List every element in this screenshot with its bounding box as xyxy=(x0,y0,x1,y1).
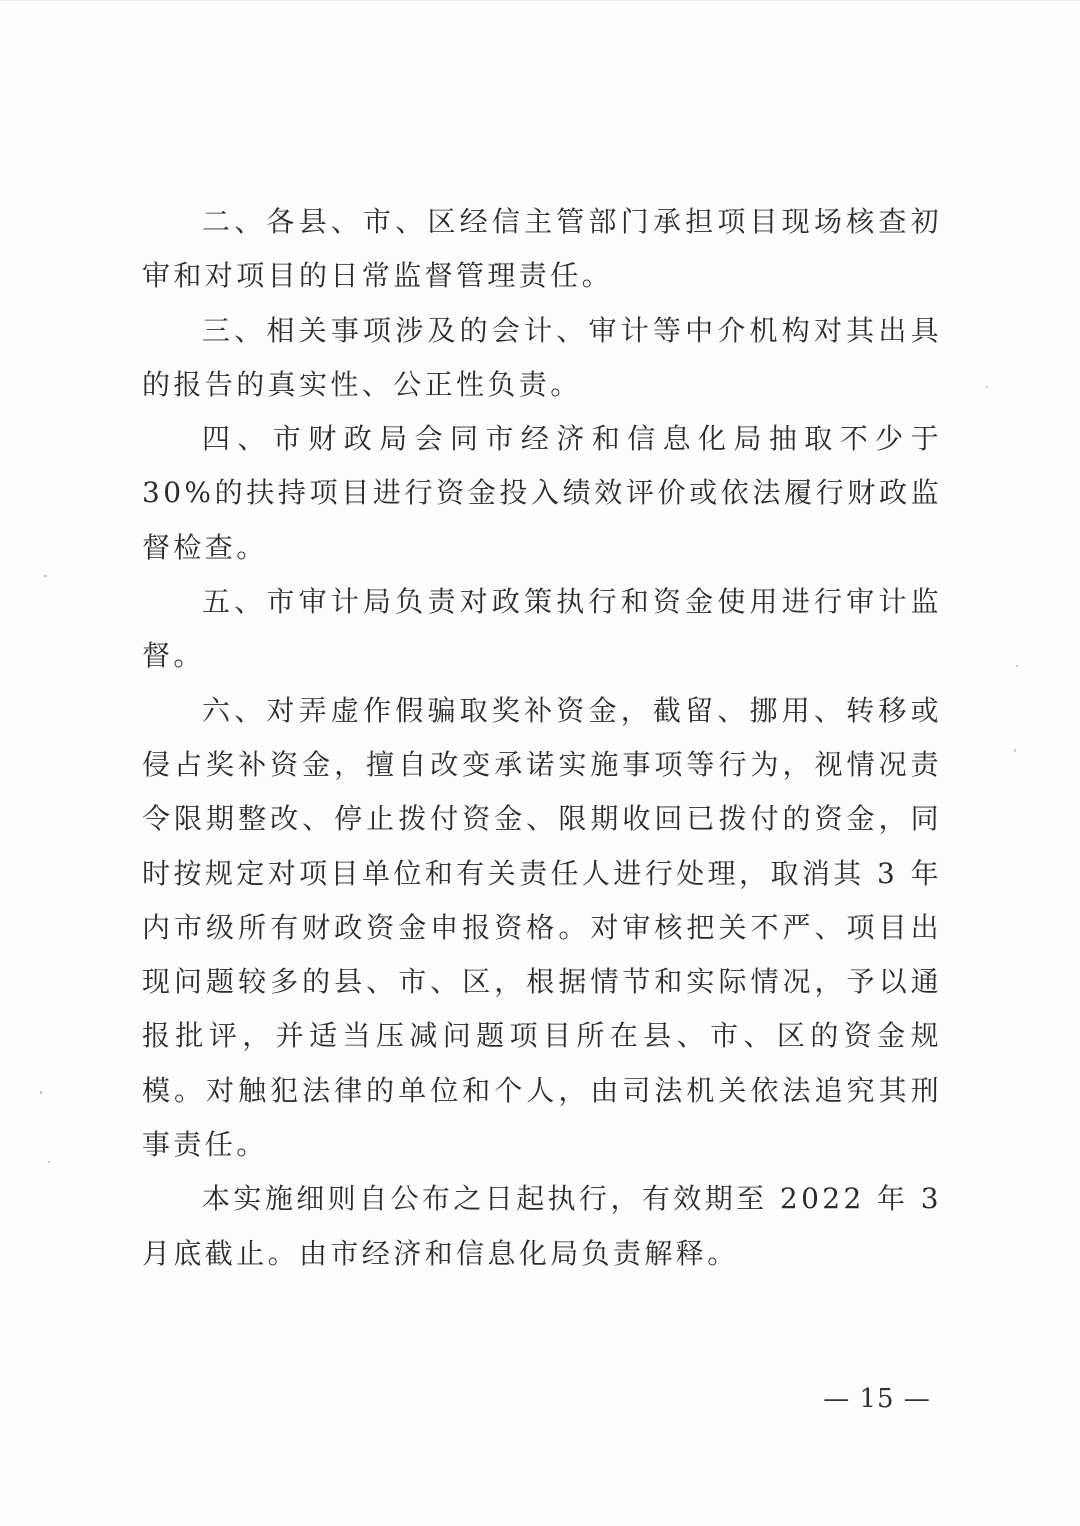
scan-mark xyxy=(1014,749,1016,752)
paragraph-closing: 本实施细则自公布之日起执行，有效期至 2022 年 3 月底截止。由市经济和信息化局负责解释。 xyxy=(142,1182,942,1270)
page-number: — 15 — xyxy=(823,1384,931,1414)
paragraph-5: 五、市审计局负责对政策执行和资金使用进行审计监督。 xyxy=(142,585,942,673)
scan-mark xyxy=(986,386,988,388)
paragraph-2: 二、各县、市、区经信主管部门承担项目现场核查初审和对项目的日常监督管理责任。 xyxy=(142,205,942,293)
paragraph-4: 四、市财政局会同市经济和信息化局抽取不少于 30%的扶持项目进行资金投入绩效评价或依法履行财政监督检查。 xyxy=(142,422,942,564)
scan-mark xyxy=(48,1161,50,1163)
scan-mark xyxy=(1016,665,1018,667)
paragraph-3: 三、相关事项涉及的会计、审计等中介机构对其出具的报告的真实性、公正性负责。 xyxy=(142,313,942,401)
document-body xyxy=(142,195,942,1281)
paragraph-6: 六、对弄虚作假骗取奖补资金，截留、挪用、转移或侵占奖补资金，擅自改变承诺实施事项等行为，视情况责令限期整改、停止拨付资金、限期收回已拨付的资金，同时按规定对项目单位和有关责任人进行处理，取消其 3 年内市级所有财政资金申报资格。对审核把关不严、项目出现问题较多的县、市、区，根据情节和实际情况，予以通报批评，并适当压减问题项目所在县、市、区的资金规模。对触犯法律的单位和个人，由司法机关依法追究其刑事责任。 xyxy=(142,693,942,1162)
scan-mark xyxy=(44,575,47,577)
scan-mark xyxy=(40,1091,42,1094)
